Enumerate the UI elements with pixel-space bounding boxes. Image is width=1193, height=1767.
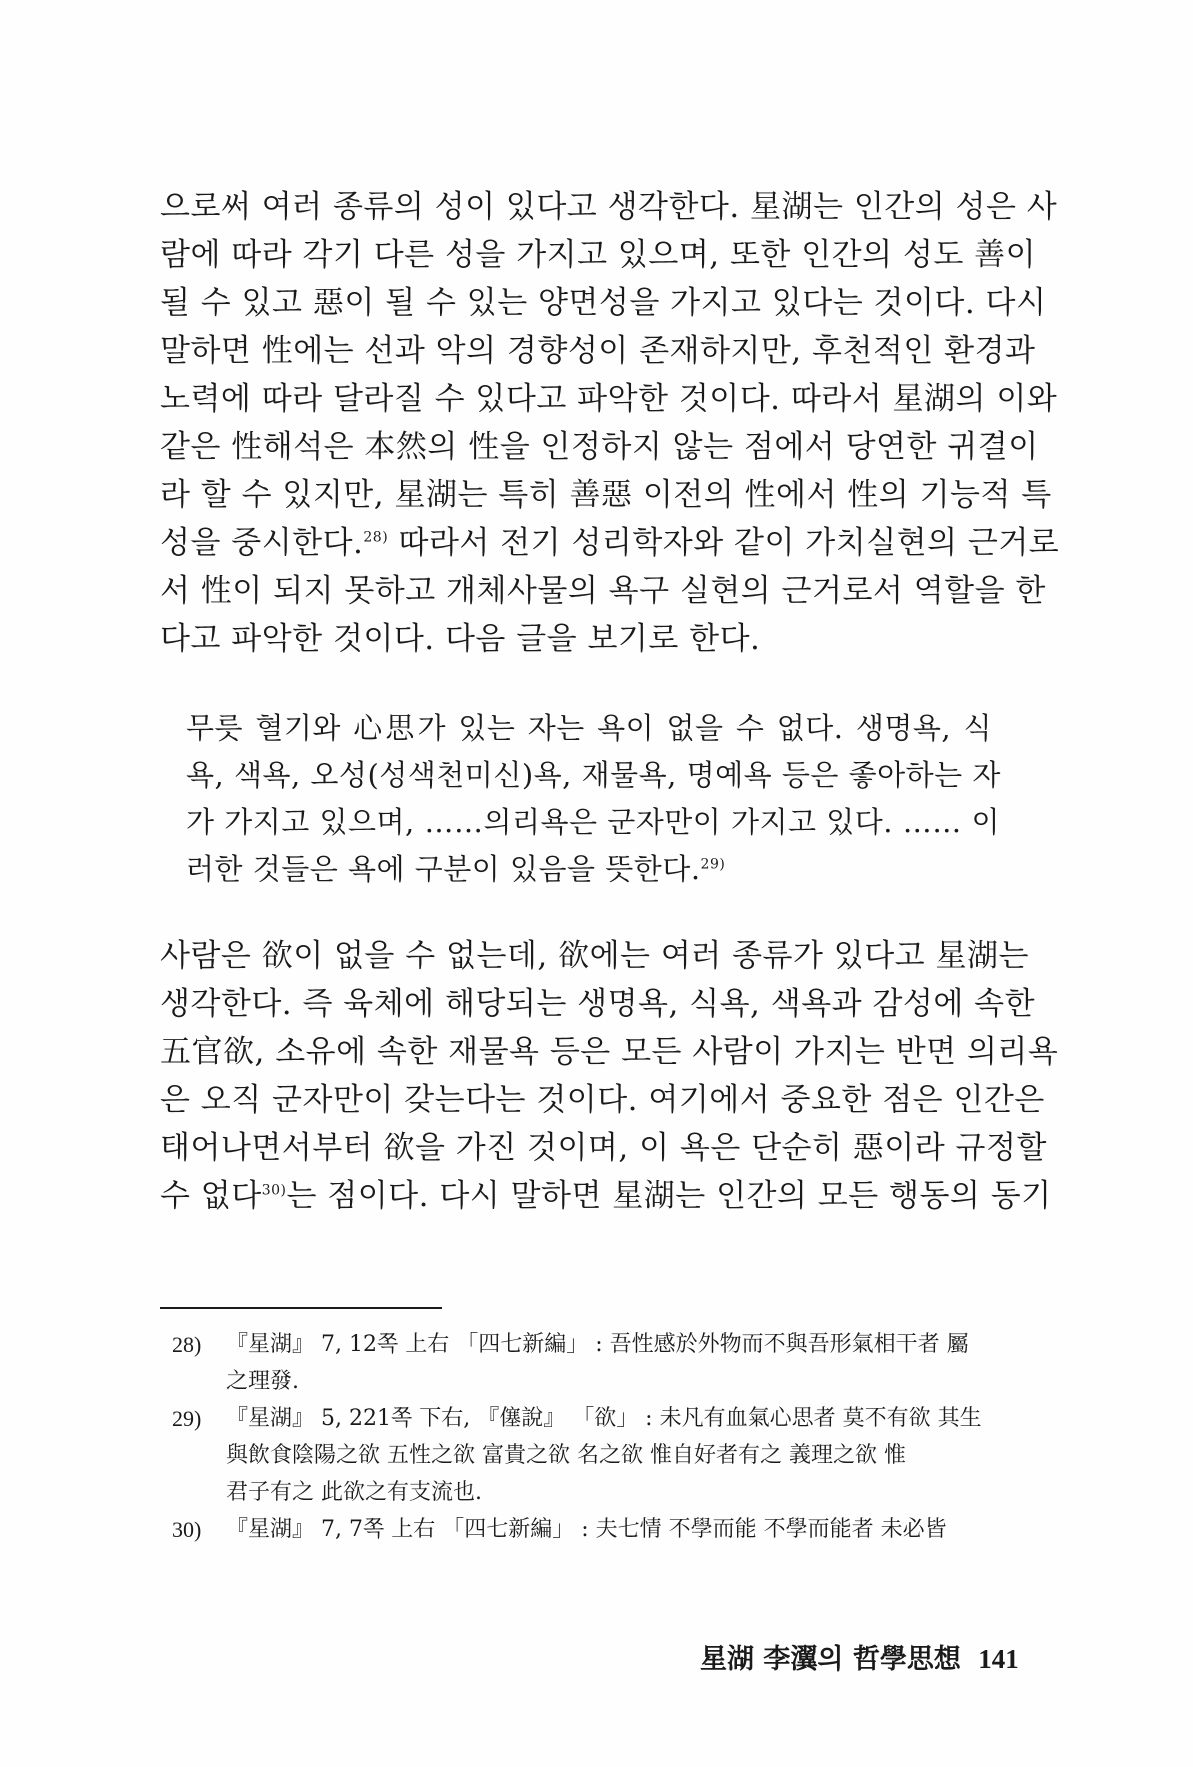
paragraph-line-with-footnote bbox=[160, 519, 1060, 567]
running-footer bbox=[700, 1637, 1024, 1676]
page-number: 141 bbox=[978, 1644, 1019, 1674]
body-paragraph-1 bbox=[160, 183, 1060, 663]
quote-line: 욕, 색욕, 오성(성색천미신)욕, 재물욕, 명예욕 등은 좋아하는 자 bbox=[186, 758, 1001, 792]
quote-line-with-footnote bbox=[186, 846, 992, 893]
paragraph-line: 태어나면서부터 欲을 가진 것이며, 이 욕은 단순히 惡이라 규정할 bbox=[160, 1130, 1047, 1166]
quote-line: 무릇 혈기와 心思가 있는 자는 욕이 없을 수 없다. 생명욕, 식 bbox=[186, 711, 992, 745]
running-footer-title: 星湖 李瀷의 哲學思想 bbox=[700, 1644, 961, 1675]
footnote-ref-30[interactable]: 30) bbox=[261, 1182, 287, 1199]
paragraph-line-with-footnote bbox=[160, 1172, 1052, 1220]
paragraph-line: 으로써 여러 종류의 성이 있다고 생각한다. 星湖는 인간의 성은 사 bbox=[160, 189, 1058, 225]
footnote-number: 30) bbox=[172, 1517, 202, 1542]
quote-line: 가 가지고 있으며, ……의리욕은 군자만이 가지고 있다. …… 이 bbox=[186, 805, 1000, 839]
footnote-line: 『星湖』 5, 221쪽 下右, 『僿說』 「欲」 : 未凡有血氣心思者 莫不有欲 其生 bbox=[226, 1406, 982, 1431]
footnote-line: 君子有之 此欲之有支流也. bbox=[226, 1480, 482, 1505]
footnote-line: 之理發. bbox=[226, 1369, 299, 1394]
paragraph-line: 될 수 있고 惡이 될 수 있는 양면성을 가지고 있다는 것이다. 다시 bbox=[160, 285, 1047, 321]
footnote-line: 『星湖』 7, 7쪽 上右 「四七新編」 : 夫七情 不學而能 不學而能者 未必皆 bbox=[226, 1517, 947, 1542]
paragraph-line: 말하면 性에는 선과 악의 경향성이 존재하지만, 후천적인 환경과 bbox=[160, 333, 1036, 369]
footnote-divider bbox=[160, 1307, 442, 1309]
paragraph-line: 사람은 欲이 없을 수 없는데, 欲에는 여러 종류가 있다고 星湖는 bbox=[160, 938, 1029, 974]
block-quote bbox=[186, 705, 1001, 893]
footnote-number: 29) bbox=[172, 1406, 202, 1431]
footnote-29 bbox=[172, 1400, 1024, 1511]
paragraph-line: 다고 파악한 것이다. 다음 글을 보기로 한다. bbox=[160, 621, 761, 657]
paragraph-line: 은 오직 군자만이 갖는다는 것이다. 여기에서 중요한 점은 인간은 bbox=[160, 1082, 1045, 1118]
paragraph-line: 五官欲, 소유에 속한 재물욕 등은 모든 사람이 가지는 반면 의리욕 bbox=[160, 1034, 1059, 1070]
footnote-line: 『星湖』 7, 12쪽 上右 「四七新編」 : 吾性感於外物而不與吾形氣相干者 屬 bbox=[226, 1332, 969, 1357]
footnote-28 bbox=[172, 1326, 1024, 1400]
paragraph-line: 노력에 따라 달라질 수 있다고 파악한 것이다. 따라서 星湖의 이와 bbox=[160, 381, 1058, 417]
footnote-number: 28) bbox=[172, 1332, 202, 1357]
paragraph-line: 라 할 수 있지만, 星湖는 특히 善惡 이전의 性에서 性의 기능적 특 bbox=[160, 477, 1052, 513]
paragraph-line-part: 는 점이다. 다시 말하면 星湖는 인간의 모든 행동의 동기 bbox=[286, 1178, 1052, 1214]
quote-line-part: 러한 것들은 욕에 구분이 있음을 뜻한다. bbox=[186, 852, 701, 886]
paragraph-line-part: 따라서 전기 성리학자와 같이 가치실현의 근거로 bbox=[398, 525, 1060, 561]
paragraph-line-part: 수 없다 bbox=[160, 1178, 262, 1214]
paragraph-line: 서 性이 되지 못하고 개체사물의 욕구 실현의 근거로서 역할을 한 bbox=[160, 573, 1046, 609]
paragraph-line: 람에 따라 각기 다른 성을 가지고 있으며, 또한 인간의 성도 善이 bbox=[160, 237, 1037, 273]
body-paragraph-2 bbox=[160, 932, 1059, 1220]
paragraph-line: 같은 性해석은 本然의 性을 인정하지 않는 점에서 당연한 귀결이 bbox=[160, 429, 1039, 465]
paragraph-line-part: 성을 중시한다. bbox=[160, 525, 364, 561]
footnotes bbox=[172, 1326, 1024, 1548]
paragraph-line: 생각한다. 즉 육체에 해당되는 생명욕, 식욕, 색욕과 감성에 속한 bbox=[160, 986, 1036, 1022]
footnote-line: 與飲食陰陽之欲 五性之欲 富貴之欲 名之欲 惟自好者有之 義理之欲 惟 bbox=[226, 1443, 906, 1468]
footnote-ref-29[interactable]: 29) bbox=[700, 856, 726, 873]
footnote-30 bbox=[172, 1511, 1024, 1548]
footnote-ref-28[interactable]: 28) bbox=[363, 529, 389, 546]
